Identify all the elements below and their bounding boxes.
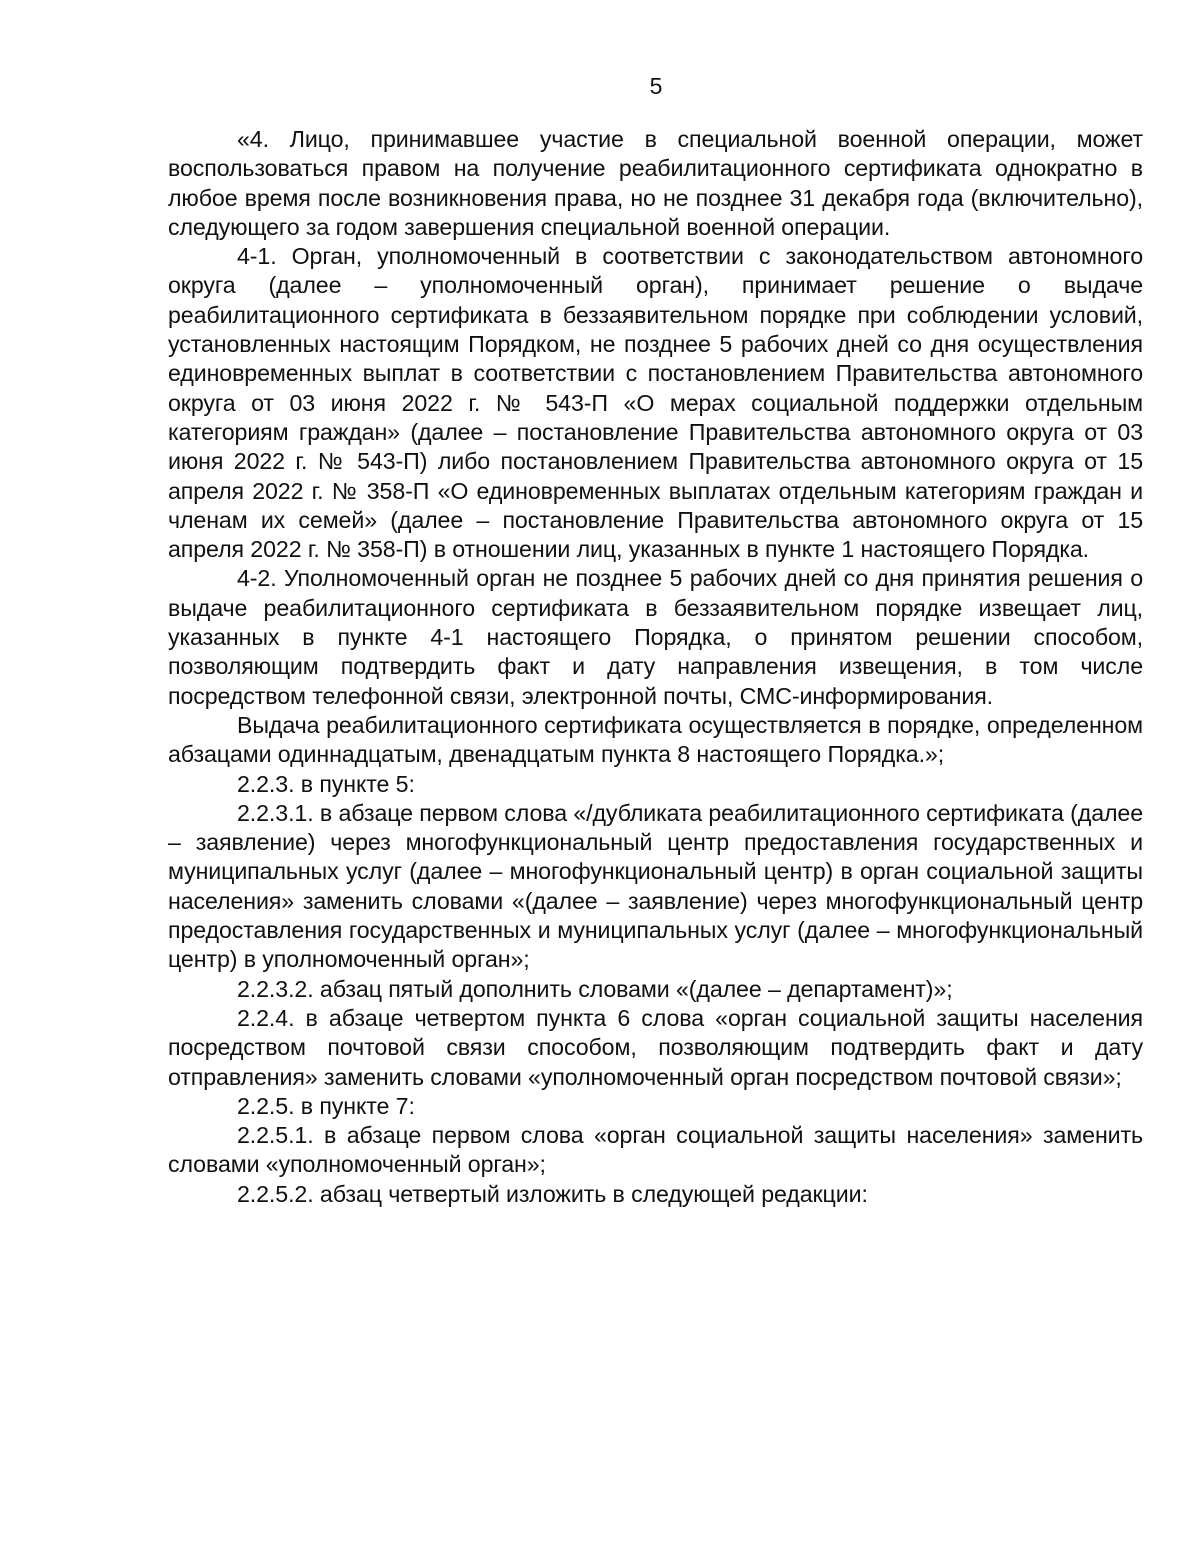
paragraph-2-2-3-2: 2.2.3.2. абзац пятый дополнить словами «(далее – департамент)»; [237, 975, 953, 1002]
page-number: 5 [649, 73, 663, 99]
paragraph-2-2-3: 2.2.3. в пункте 5: [237, 770, 415, 797]
paragraph-2-2-4: 2.2.4. в абзаце четвертом пункта 6 слова «орган социальной защиты населения посредством почтовой связи способом, позволяющим подтвердить факт и дату отправления» заменить словами «уполномоченный орган посредством почтовой связи»; [168, 1004, 1143, 1090]
paragraph-item-4: «4. Лицо, принимавшее участие в специальной военной операции, может воспользоваться правом на получение реабилитационного сертификата однократно в любое время после возникновения права, но не позднее 31 декабря года (включительно), следующего за годом завершения специальной военной операции. [168, 126, 1143, 240]
paragraph-2-2-5-2: 2.2.5.2. абзац четвертый изложить в следующей редакции: [237, 1180, 868, 1207]
paragraph-2-2-5-1: 2.2.5.1. в абзаце первом слова «орган социальной защиты населения» заменить словами «уполномоченный орган»; [168, 1122, 1143, 1178]
paragraph-item-4-2: 4-2. Уполномоченный орган не позднее 5 рабочих дней со дня принятия решения о выдаче реабилитационного сертификата в беззаявительном порядке извещает лиц, указанных в пункте 4-1 настоящего Порядка, о принятом решении способом, позволяющим подтвердить факт и дату направления извещения, в том числе посредством телефонной связи, электронной почты, СМС-информирования. [168, 565, 1143, 709]
paragraph-item-4-1: 4-1. Орган, уполномоченный в соответствии с законодательством автономного округа (далее – уполномоченный орган), принимает решение о выдаче реабилитационного сертификата в беззаявительном порядке при соблюдении условий, установленных настоящим Порядком, не позднее 5 рабочих дней со дня осуществления единовременных выплат в соответствии с постановлением Правительства автономного округа от 03 июня 2022 г. № 543-П «О мерах социальной поддержки отдельным категориям граждан» (далее – постановление Правительства автономного округа от 03 июня 2022 г. № 543-П) либо постановлением Правительства автономного округа от 15 апреля 2022 г. № 358-П «О единовременных выплатах отдельным категориям граждан и членам их семей» (далее – постановление Правительства автономного округа от 15 апреля 2022 г. № 358-П) в отношении лиц, указанных в пункте 1 настоящего Порядка. [168, 243, 1143, 563]
paragraph-2-2-3-1: 2.2.3.1. в абзаце первом слова «/дубликата реабилитационного сертификата (далее – заявление) через многофункциональный центр предоставления государственных и муниципальных услуг (далее – многофункциональный центр) в орган социальной защиты населения» заменить словами «(далее – заявление) через многофункциональный центр предоставления государственных и муниципальных услуг (далее – многофункциональный центр) в уполномоченный орган»; [168, 799, 1144, 973]
paragraph-certificate-issuance: Выдача реабилитационного сертификата осуществляется в порядке, определенном абзацами одиннадцатым, двенадцатым пункта 8 настоящего Порядка.»; [168, 711, 1143, 768]
document-body [168, 125, 1143, 1209]
paragraph-2-2-5: 2.2.5. в пункте 7: [237, 1092, 415, 1119]
